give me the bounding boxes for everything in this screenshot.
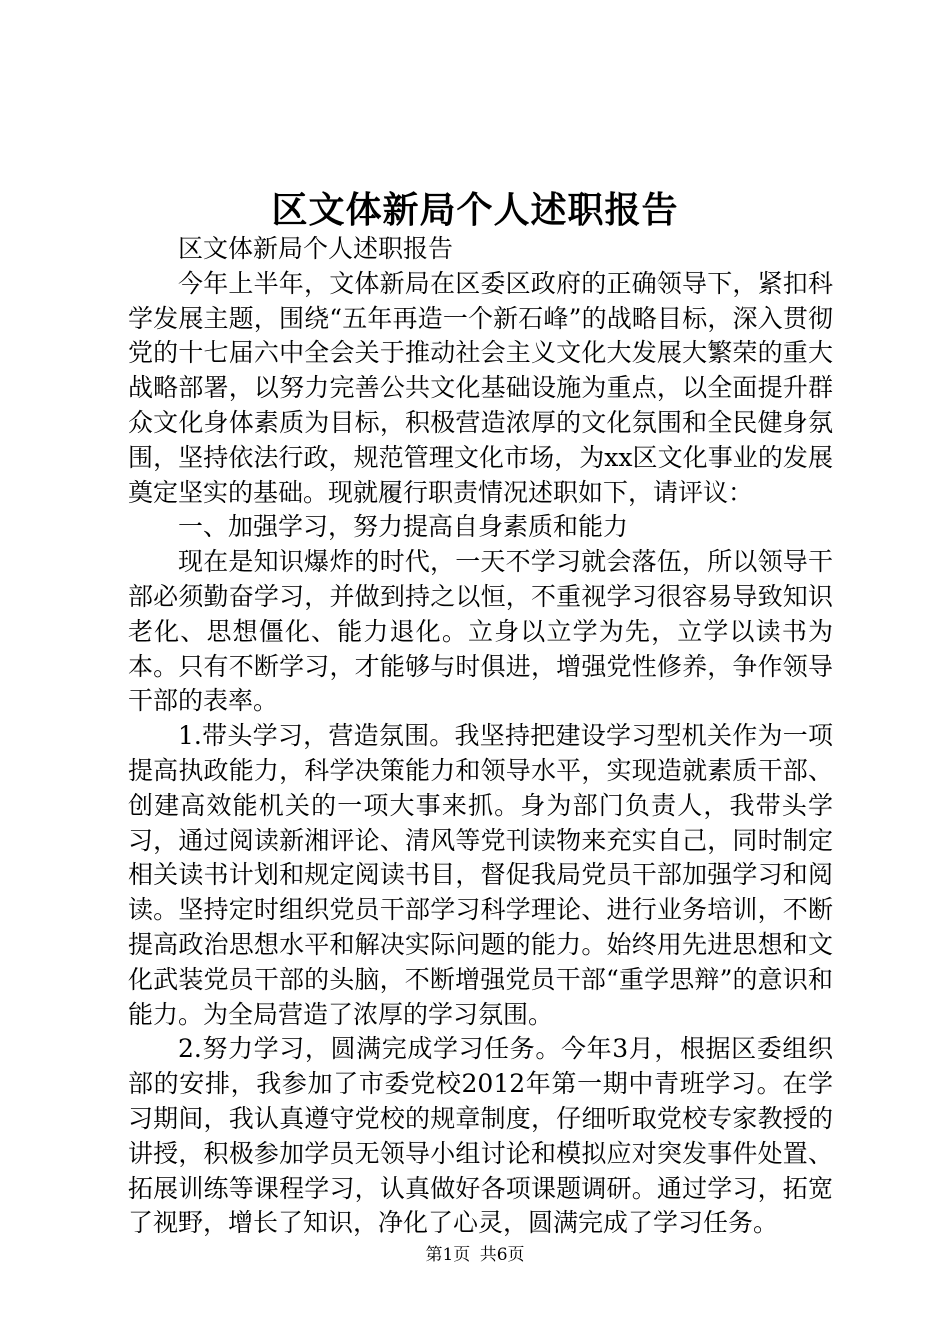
section-heading-1: 一、加强学习，努力提高自身素质和能力 — [178, 512, 629, 542]
body-paragraph-intro: 今年上半年，文体新局在区委区政府的正确领导下，紧扣科学发展主题，围绕“五年再造一个新石峰”的战略目标，深入贯彻党的十七届六中全会关于推动社会主义文化大发展大繁荣的重大战略部署，以努力完善公共文化基础设施为重点，以全面提升群众文化身体素质为目标，积极营造浓厚的文化氛围和全民健身氛围，坚持依法行政，规范管理文化市场，为xx区文化事业的发展奠定坚实的基础。现就履行职责情况述职如下，请评议： — [128, 268, 833, 507]
page-footer: 第1页 共6页 — [425, 1245, 525, 1265]
document-title: 区文体新局个人述职报告 — [271, 189, 679, 231]
body-paragraph-item-1: 1.带头学习，营造氛围。我坚持把建设学习型机关作为一项提高执政能力，科学决策能力和领导水平，实现造就素质干部、创建高效能机关的一项大事来抓。身为部门负责人，我带头学习，通过阅读新湘评论、清风等党刊读物来充实自己，同时制定相关读书计划和规定阅读书目，督促我局党员干部加强学习和阅读。坚持定时组织党员干部学习科学理论、进行业务培训，不断提高政治思想水平和解决实际问题的能力。始终用先进思想和文化武装党员干部的头脑，不断增强党员干部“重学思辩”的意识和能力。为全局营造了浓厚的学习氛围。 — [128, 721, 833, 1029]
body-paragraph-section-1: 现在是知识爆炸的时代，一天不学习就会落伍，所以领导干部必须勤奋学习，并做到持之以恒，不重视学习很容易导致知识老化、思想僵化、能力退化。立身以立学为先，立学以读书为本。只有不断学习，才能够与时俱进，增强党性修养，争作领导干部的表率。 — [128, 547, 833, 716]
document-body — [128, 232, 833, 1241]
body-paragraph-item-2: 2.努力学习，圆满完成学习任务。今年3月，根据区委组织部的安排，我参加了市委党校2012年第一期中青班学习。在学习期间，我认真遵守党校的规章制度，仔细听取党校专家教授的讲授，积极参加学员无领导小组讨论和模拟应对突发事件处置、拓展训练等课程学习，认真做好各项课题调研。通过学习，拓宽了视野，增长了知识，净化了心灵，圆满完成了学习任务。 — [128, 1034, 833, 1238]
body-paragraph-subtitle: 区文体新局个人述职报告 — [178, 234, 454, 263]
